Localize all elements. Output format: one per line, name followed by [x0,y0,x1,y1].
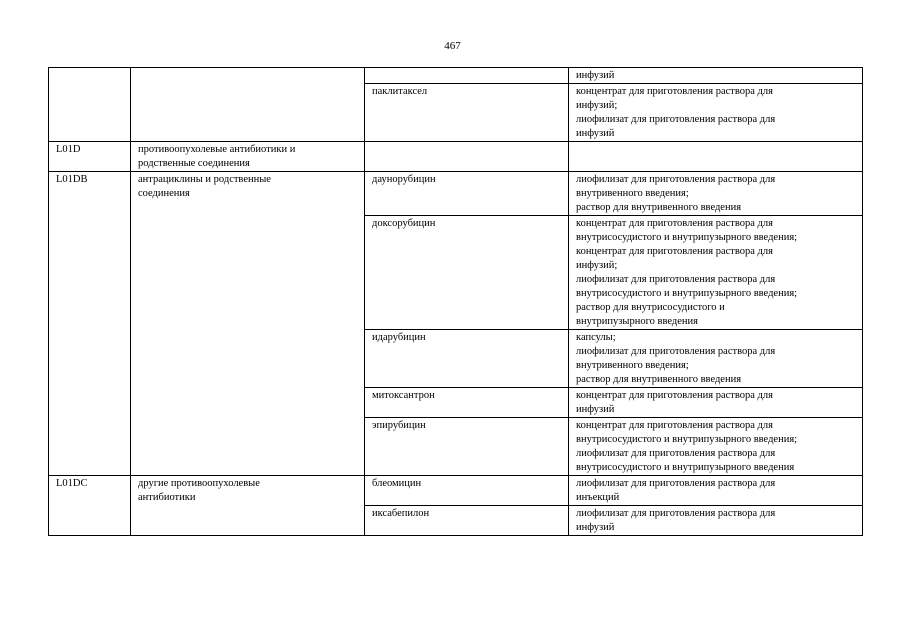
table-row [49,476,863,506]
atc-code-cell [49,476,131,536]
dosage-forms-cell [569,330,863,388]
dosage-form-line: внутривенного введения; [576,188,689,199]
dosage-form-line: инъекций [576,492,620,503]
dosage-forms-cell [569,84,863,142]
drug-name-cell [365,84,569,142]
dosage-form-line: концентрат для приготовления раствора для [576,246,773,257]
dosage-form-line: концентрат для приготовления раствора для [576,390,773,401]
dosage-forms-cell [569,216,863,330]
drug-name: эпирубицин [372,420,426,431]
group-name-cell [131,142,365,172]
group-name-line: родственные соединения [138,158,250,169]
dosage-forms-cell [569,142,863,172]
dosage-form-line: лиофилизат для приготовления раствора для [576,478,776,489]
group-name-cell [131,172,365,476]
dosage-form-line: лиофилизат для приготовления раствора для [576,346,776,357]
dosage-form-line: инфузий [576,404,615,415]
drug-table-body [49,68,863,536]
dosage-form-line: внутрисосудистого и внутрипузырного введения; [576,288,798,299]
group-name-line: другие противоопухолевые [138,478,260,489]
group-name-cell [131,476,365,536]
atc-code-cell [49,68,131,142]
drug-name: паклитаксел [372,86,428,97]
drug-name: даунорубицин [372,174,436,185]
drug-name-cell [365,476,569,506]
drug-name-cell [365,172,569,216]
atc-code-cell [49,142,131,172]
drug-name-cell [365,216,569,330]
dosage-form-line: концентрат для приготовления раствора для [576,86,773,97]
dosage-forms-cell [569,68,863,84]
atc-code: L01DB [56,174,88,185]
drug-table [48,67,863,536]
dosage-form-line: концентрат для приготовления раствора для [576,218,773,229]
table-row [49,172,863,216]
dosage-form-line: внутрисосудистого и внутрипузырного введения; [576,434,798,445]
dosage-form-line: раствор для внутрисосудистого и [576,302,725,313]
dosage-form-line: внутрисосудистого и внутрипузырного введения; [576,232,798,243]
atc-code: L01D [56,144,81,155]
dosage-form-line: лиофилизат для приготовления раствора для [576,508,776,519]
group-name-line: антибиотики [138,492,196,503]
dosage-forms-cell [569,418,863,476]
atc-code-cell [49,172,131,476]
dosage-forms-cell [569,476,863,506]
dosage-form-line: инфузий; [576,260,618,271]
dosage-form-line: внутрипузырного введения [576,316,698,327]
atc-code: L01DC [56,478,88,489]
dosage-form-line: капсулы; [576,332,616,343]
dosage-form-line: раствор для внутривенного введения [576,374,742,385]
group-name-cell [131,68,365,142]
dosage-form-line: лиофилизат для приготовления раствора для [576,448,776,459]
table-row [49,68,863,84]
group-name-line: противоопухолевые антибиотики и [138,144,296,155]
drug-name-cell [365,506,569,536]
drug-name: иксабепилон [372,508,430,519]
drug-name: блеомицин [372,478,422,489]
drug-name-cell [365,142,569,172]
group-name-line: соединения [138,188,190,199]
dosage-form-line: инфузий; [576,100,618,111]
table-row [49,142,863,172]
group-name-line: антрациклины и родственные [138,174,271,185]
dosage-form-line: инфузий [576,70,615,81]
drug-name: идарубицин [372,332,426,343]
drug-name-cell [365,330,569,388]
dosage-form-line: инфузий [576,522,615,533]
drug-name: доксорубицин [372,218,436,229]
dosage-form-line: раствор для внутривенного введения [576,202,742,213]
drug-name-cell [365,388,569,418]
dosage-forms-cell [569,172,863,216]
dosage-forms-cell [569,388,863,418]
dosage-forms-cell [569,506,863,536]
drug-name-cell [365,418,569,476]
dosage-form-line: внутривенного введения; [576,360,689,371]
drug-name-cell [365,68,569,84]
dosage-form-line: внутрисосудистого и внутрипузырного введения [576,462,795,473]
dosage-form-line: инфузий [576,128,615,139]
dosage-form-line: концентрат для приготовления раствора для [576,420,773,431]
page-number: 467 [444,40,461,52]
dosage-form-line: лиофилизат для приготовления раствора для [576,114,776,125]
dosage-form-line: лиофилизат для приготовления раствора для [576,174,776,185]
dosage-form-line: лиофилизат для приготовления раствора для [576,274,776,285]
drug-name: митоксантрон [372,390,435,401]
